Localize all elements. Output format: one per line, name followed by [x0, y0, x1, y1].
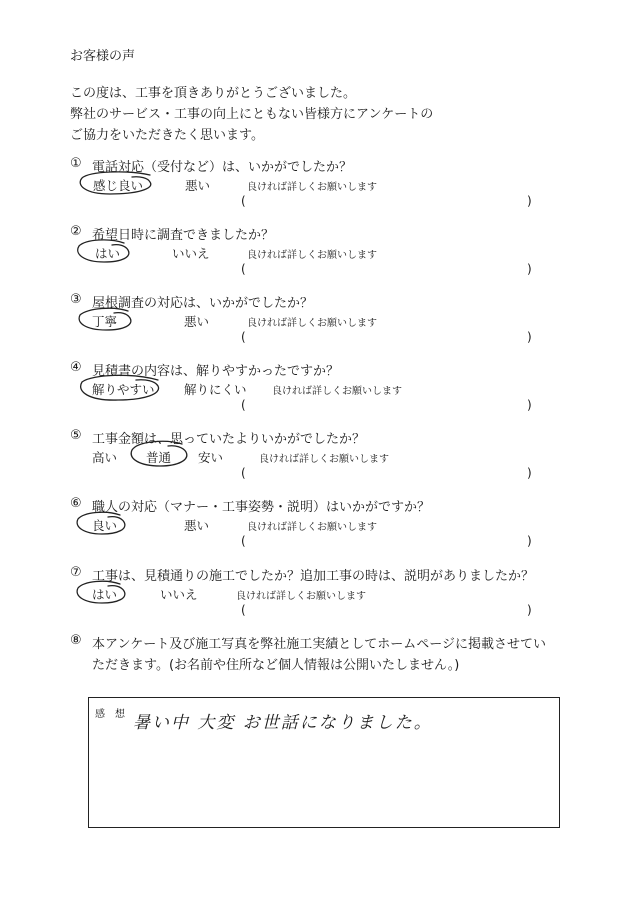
option-wakarinikui[interactable]: 解りにくい	[184, 382, 247, 397]
option-kanji-yoi[interactable]: 感じ良い	[93, 178, 144, 193]
question-text: 希望日時に調査できましたか？	[92, 228, 275, 243]
question-text: 職人の対応（マナー・工事姿勢・説明）はいかがですか？	[92, 500, 431, 515]
detail-prompt: 良ければ詳しくお願いします	[247, 250, 377, 261]
comment-label: 感 想	[95, 709, 125, 720]
option-iie[interactable]: いいえ	[160, 587, 198, 602]
paren-open: (	[241, 262, 246, 276]
option-takai[interactable]: 高い	[92, 450, 118, 465]
question-number: ⑥	[70, 496, 82, 511]
paren-close: )	[527, 194, 532, 208]
q8-line-1: 本アンケート及び施工写真を弊社施工実績としてホームページに掲載させてい	[92, 637, 546, 652]
question-text: 屋根調査の対応は、いかがでしたか？	[92, 296, 314, 311]
question-text: 電話対応（受付など）は、いかがでしたか？	[92, 160, 353, 175]
intro-line-3: ご協力をいただきたく思います。	[70, 128, 264, 143]
intro-line-2: 弊社のサービス・工事の向上にともない皆様方にアンケートの	[70, 107, 434, 122]
question-number: ①	[70, 156, 82, 171]
option-warui[interactable]: 悪い	[184, 518, 210, 533]
question-number: ⑤	[70, 428, 82, 443]
comment-handwritten: 暑い中 大変 お世話になりました。	[133, 713, 433, 733]
option-yoi[interactable]: 良い	[92, 518, 118, 533]
detail-prompt: 良ければ詳しくお願いします	[272, 386, 402, 397]
intro-line-1: この度は、工事を頂きありがとうございました。	[70, 86, 357, 101]
detail-prompt: 良ければ詳しくお願いします	[247, 522, 377, 533]
question-text: 見積書の内容は、解りやすかったですか？	[92, 364, 340, 379]
option-wakariyasui[interactable]: 解りやすい	[92, 382, 155, 397]
option-warui[interactable]: 悪い	[185, 178, 211, 193]
comment-box[interactable]	[88, 697, 560, 828]
q8-line-2: ただきます。(お名前や住所など個人情報は公開いたしません。)	[92, 658, 460, 673]
paren-close: )	[527, 330, 532, 344]
option-teinei[interactable]: 丁寧	[92, 314, 118, 329]
paren-close: )	[527, 466, 532, 480]
paren-close: )	[527, 262, 532, 276]
question-number: ③	[70, 292, 82, 307]
question-number: ②	[70, 224, 82, 239]
paren-open: (	[241, 603, 246, 617]
paren-open: (	[241, 398, 246, 412]
paren-close: )	[527, 398, 532, 412]
question-number: ⑧	[70, 633, 82, 648]
option-warui[interactable]: 悪い	[184, 314, 210, 329]
paren-open: (	[241, 466, 246, 480]
option-hai[interactable]: はい	[95, 246, 121, 261]
paren-open: (	[241, 534, 246, 548]
option-hai[interactable]: はい	[92, 587, 118, 602]
paren-close: )	[527, 534, 532, 548]
detail-prompt: 良ければ詳しくお願いします	[247, 318, 377, 329]
question-number: ⑦	[70, 565, 82, 580]
detail-prompt: 良ければ詳しくお願いします	[247, 182, 377, 193]
option-yasui[interactable]: 安い	[198, 450, 224, 465]
paren-close: )	[527, 603, 532, 617]
detail-prompt: 良ければ詳しくお願いします	[259, 454, 389, 465]
question-text: 工事金額は、思っていたよりいかがでしたか？	[92, 432, 366, 447]
paren-open: (	[241, 194, 246, 208]
option-futsuu[interactable]: 普通	[146, 450, 172, 465]
question-number: ④	[70, 360, 82, 375]
page-title: お客様の声	[70, 49, 136, 64]
question-text: 工事は、見積通りの施工でしたか？追加工事の時は、説明がありましたか？	[92, 569, 535, 584]
detail-prompt: 良ければ詳しくお願いします	[236, 591, 366, 602]
paren-open: (	[241, 330, 246, 344]
option-iie[interactable]: いいえ	[172, 246, 210, 261]
